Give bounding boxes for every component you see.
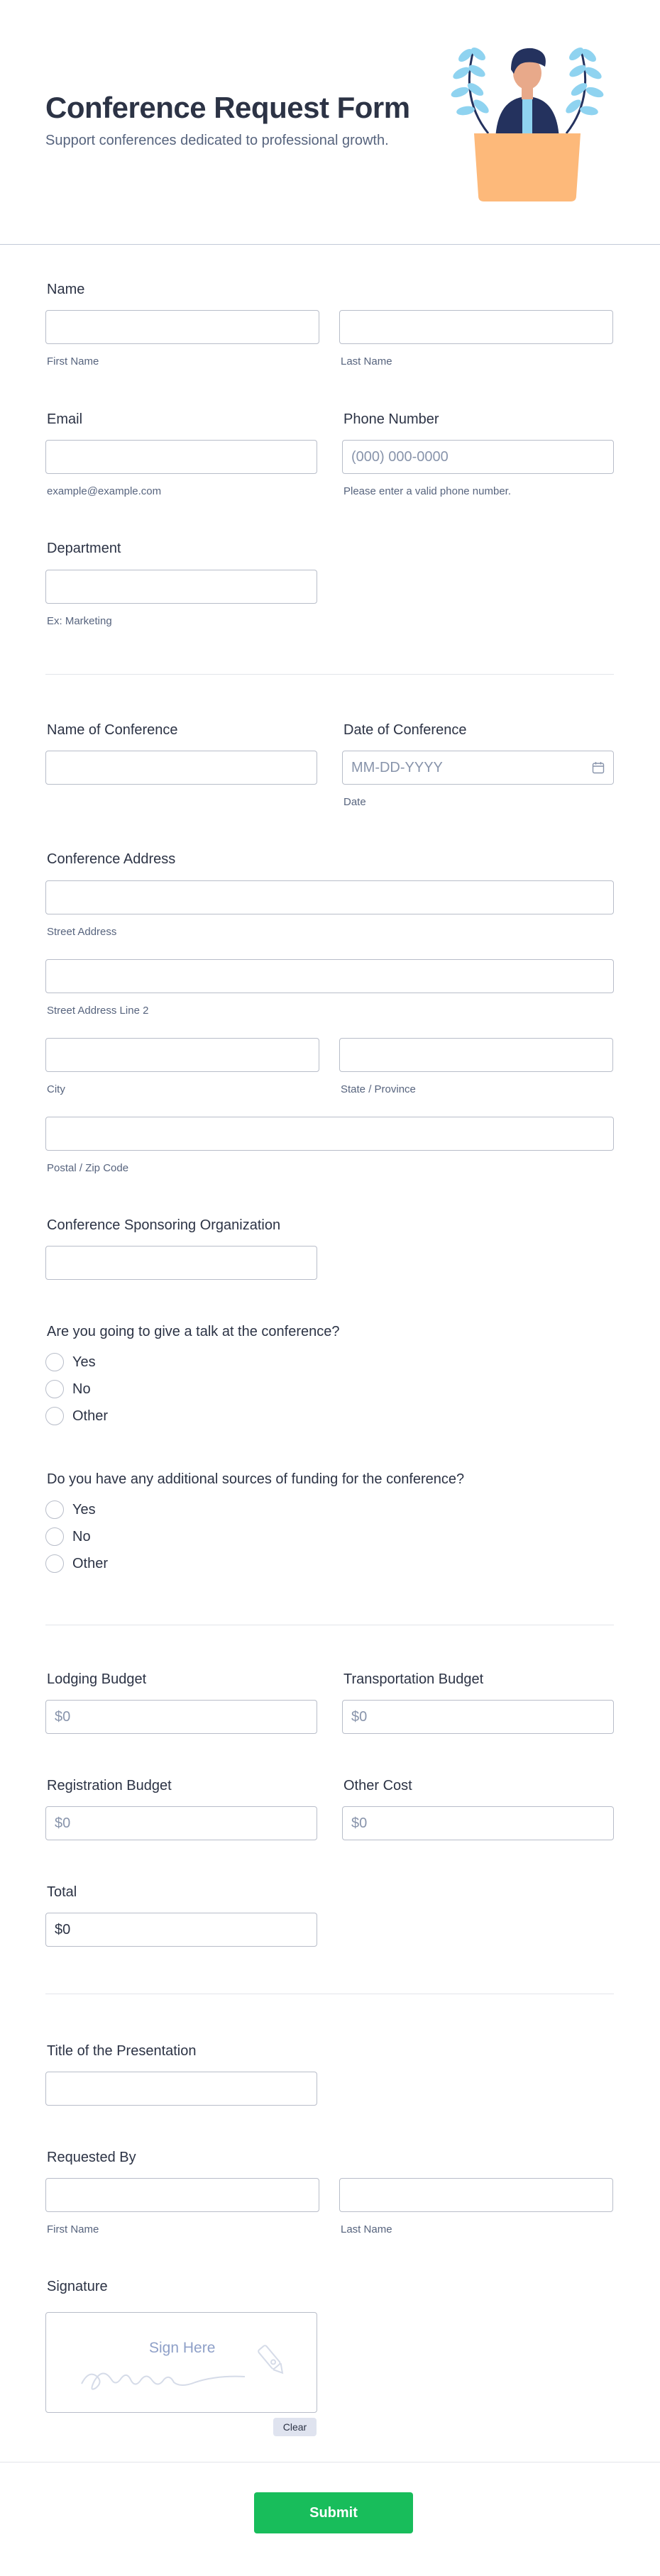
person-at-desk-illustration xyxy=(446,41,609,204)
talk-label: Are you going to give a talk at the conference? xyxy=(47,1324,340,1339)
total-label: Total xyxy=(47,1884,77,1900)
radio-label: No xyxy=(72,1381,91,1397)
sponsor-label: Conference Sponsoring Organization xyxy=(47,1217,281,1233)
street-address-line2-input[interactable] xyxy=(45,959,614,993)
radio-circle[interactable] xyxy=(45,1554,64,1573)
state-input[interactable] xyxy=(339,1038,613,1072)
phone-sublabel: Please enter a valid phone number. xyxy=(343,485,511,497)
other-cost-input[interactable]: $0 xyxy=(342,1806,614,1840)
phone-label: Phone Number xyxy=(343,411,439,427)
registration-budget-input[interactable]: $0 xyxy=(45,1806,317,1840)
signature-label: Signature xyxy=(47,2279,108,2294)
phone-input[interactable]: (000) 000-0000 xyxy=(342,440,614,474)
radio-label: Yes xyxy=(72,1501,96,1518)
first-name-input[interactable] xyxy=(45,310,319,344)
conference-date-placeholder: MM-DD-YYYY xyxy=(351,760,443,775)
radio-circle[interactable] xyxy=(45,1407,64,1425)
radio-label: Yes xyxy=(72,1354,96,1370)
requested-by-last-input[interactable] xyxy=(339,2178,613,2212)
zip-sublabel: Postal / Zip Code xyxy=(47,1162,129,1174)
last-name-input[interactable] xyxy=(339,310,613,344)
sign-here-text: Sign Here xyxy=(149,2340,216,2356)
form-header xyxy=(0,0,660,245)
city-input[interactable] xyxy=(45,1038,319,1072)
conference-date-input[interactable] xyxy=(342,751,614,785)
total-input[interactable]: $0 xyxy=(45,1913,317,1947)
funding-label: Do you have any additional sources of funding for the conference? xyxy=(47,1471,465,1487)
email-sublabel: example@example.com xyxy=(47,485,162,497)
radio-label: Other xyxy=(72,1555,109,1571)
form-subtitle: Support conferences dedicated to professional growth. xyxy=(45,133,389,148)
radio-circle[interactable] xyxy=(45,1380,64,1398)
conference-date-label: Date of Conference xyxy=(343,722,467,738)
lodging-budget-input[interactable]: $0 xyxy=(45,1700,317,1734)
talk-option-yes[interactable] xyxy=(45,1353,96,1371)
form-title: Conference Request Form xyxy=(45,91,410,124)
radio-circle[interactable] xyxy=(45,1527,64,1546)
first-name-sublabel: First Name xyxy=(47,355,99,367)
lodging-budget-label: Lodging Budget xyxy=(47,1671,147,1687)
requested-by-first-input[interactable] xyxy=(45,2178,319,2212)
transportation-budget-input[interactable]: $0 xyxy=(342,1700,614,1734)
street-address-sublabel: Street Address xyxy=(47,926,117,938)
radio-circle[interactable] xyxy=(45,1500,64,1519)
radio-label: Other xyxy=(72,1408,109,1424)
requested-by-last-sublabel: Last Name xyxy=(341,2223,392,2235)
zip-input[interactable] xyxy=(45,1117,614,1151)
city-sublabel: City xyxy=(47,1083,65,1095)
funding-option-other[interactable] xyxy=(45,1554,108,1573)
talk-option-no[interactable] xyxy=(45,1380,91,1398)
state-sublabel: State / Province xyxy=(341,1083,416,1095)
last-name-sublabel: Last Name xyxy=(341,355,392,367)
radio-label: No xyxy=(72,1528,91,1544)
name-label: Name xyxy=(47,282,85,297)
address-label: Conference Address xyxy=(47,851,176,867)
department-sublabel: Ex: Marketing xyxy=(47,615,112,627)
street-address-line2-sublabel: Street Address Line 2 xyxy=(47,1005,149,1017)
requested-by-label: Requested By xyxy=(47,2150,136,2165)
department-input[interactable] xyxy=(45,570,317,604)
conference-name-label: Name of Conference xyxy=(47,722,178,738)
calendar-icon[interactable] xyxy=(592,761,605,774)
requested-by-first-sublabel: First Name xyxy=(47,2223,99,2235)
radio-circle[interactable] xyxy=(45,1353,64,1371)
section-divider xyxy=(45,674,614,675)
email-label: Email xyxy=(47,411,83,427)
transportation-budget-label: Transportation Budget xyxy=(343,1671,484,1687)
department-label: Department xyxy=(47,541,121,556)
other-cost-label: Other Cost xyxy=(343,1778,412,1793)
presentation-title-label: Title of the Presentation xyxy=(47,2043,197,2059)
conference-name-input[interactable] xyxy=(45,751,317,785)
street-address-input[interactable] xyxy=(45,880,614,914)
email-input[interactable] xyxy=(45,440,317,474)
funding-option-no[interactable] xyxy=(45,1527,91,1546)
signature-pad[interactable] xyxy=(45,2312,317,2413)
signature-clear-button[interactable]: Clear xyxy=(273,2418,317,2436)
submit-button[interactable]: Submit xyxy=(254,2492,413,2533)
conference-date-sublabel: Date xyxy=(343,796,366,808)
registration-budget-label: Registration Budget xyxy=(47,1778,172,1793)
talk-option-other[interactable] xyxy=(45,1407,108,1425)
sponsor-input[interactable] xyxy=(45,1246,317,1280)
presentation-title-input[interactable] xyxy=(45,2072,317,2106)
funding-option-yes[interactable] xyxy=(45,1500,96,1519)
